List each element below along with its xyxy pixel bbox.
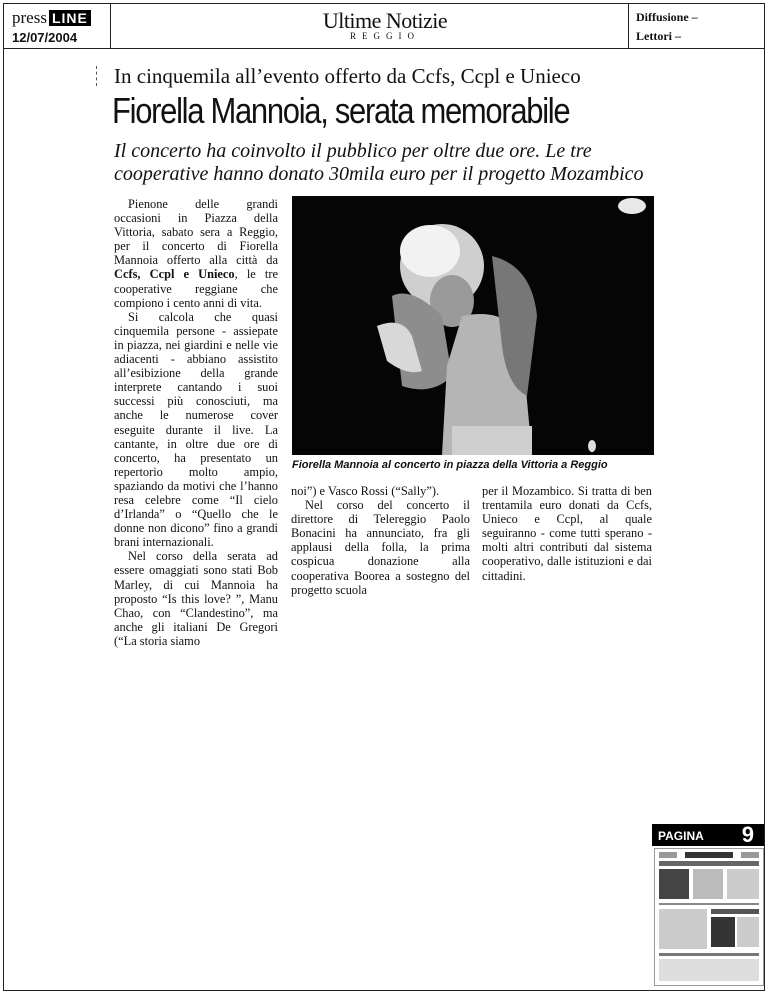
article-column-2 [291, 484, 470, 597]
photo-caption: Fiorella Mannoia al concerto in piazza della Vittoria a Reggio [292, 459, 608, 471]
article-column-1 [114, 197, 278, 648]
page-number: 9 [741, 822, 754, 847]
concert-photo-image [292, 196, 654, 455]
pressline-logo [12, 8, 91, 28]
header-separator-left [110, 3, 111, 48]
article-kicker: In cinquemila all’evento offerto da Ccfs, Ccpl e Unieco [114, 64, 581, 88]
paragraph: Si calcola che quasi cinquemila persone - assiepate in piazza, nei giardini e nelle vie adiacenti - abbiano assistito all’esibizione della grande interprete cantando i suoi successi più conosciuti, ma anche le numerose cover eseguite durante il live. La cantante, in oltre due ore di concerto, ha presentato un repertorio molto ampio, spaziando da motivi che l’hanno resa celebre come “Il cielo d’Irlanda” o “Quello che le donne non dicono” fino a grandi brani internazionali. [114, 309, 278, 550]
logo-box: LINE [49, 10, 91, 26]
article-column-3 [482, 484, 652, 583]
header-separator-right [628, 3, 629, 48]
clipping-date: 12/07/2004 [12, 30, 78, 45]
paragraph-text: Pienone delle grandi occasioni in Piazza della Vittoria, sabato sera a Reggio, per il concerto di Fiorella Mannoia offerto alla città da [114, 197, 278, 268]
paragraph: per il Mozambico. Si tratta di ben trentamila euro donati da Ccfs, Unieco e Ccpl, al quale seguiranno - come tutti sperano - molti altri contributi dal sistema cooperativo, dalle istituzioni e dai cittadini. [482, 484, 652, 583]
page-label-bar [652, 824, 764, 846]
page-thumbnail [654, 848, 764, 986]
paragraph [114, 197, 278, 310]
article-headline: Fiorella Mannoia, serata memorabile [112, 90, 570, 131]
newspaper-masthead [290, 8, 480, 41]
concert-photo [292, 196, 654, 455]
paragraph-bold-text: Ccfs, Ccpl e Unieco [114, 267, 235, 282]
paragraph: Nel corso del concerto il direttore di Telereggio Paolo Bonacini ha annunciato, fra gli applausi della folla, la prima cospicua donazione alla cooperativa Boorea a sostegno del progetto scuola [291, 498, 470, 597]
newspaper-name: Ultime Notizie [322, 8, 448, 33]
paragraph: Nel corso della serata ad essere omaggiati sono stati Bob Marley, di cui Mannoia ha proposto “Is this love? ”, Manu Chao, con “Clandestino”, ma anche gli italiani De Gregori (“La storia siamo [114, 549, 278, 648]
article-subhead: Il concerto ha coinvolto il pubblico per oltre due ore. Le tre cooperative hanno donato 30mila euro per il progetto Mozambico [114, 140, 644, 185]
header-divider [3, 48, 765, 49]
lettori-label: Lettori – [636, 29, 681, 43]
pagina-label: PAGINA [658, 829, 704, 843]
logo-word: press [12, 8, 47, 27]
newspaper-edition: REGGIO [350, 31, 420, 41]
paragraph: noi”) e Vasco Rossi (“Sally”). [291, 484, 440, 498]
paragraph-text: , le tre cooperative reggiane che compiono i cento anni di vita. [114, 267, 279, 310]
circulation-info [636, 8, 698, 46]
diffusione-label: Diffusione – [636, 10, 698, 24]
margin-mark [96, 66, 98, 86]
page-thumbnail-image [655, 849, 763, 985]
